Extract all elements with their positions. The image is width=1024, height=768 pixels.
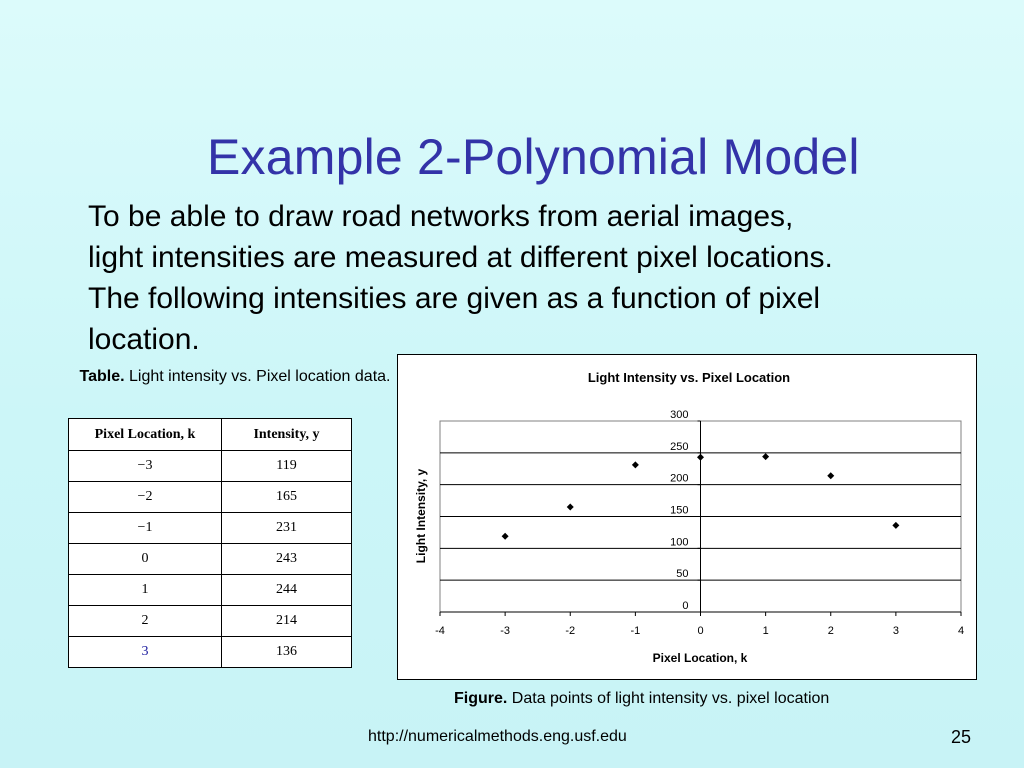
table-cell-y: 214 — [222, 606, 352, 637]
table-cell-y: 231 — [222, 513, 352, 544]
x-tick-label: 2 — [827, 625, 834, 637]
table-cell-k: −3 — [69, 451, 222, 482]
intro-line: location. — [88, 323, 200, 356]
table-row — [69, 513, 352, 544]
figure-caption-text: Data points of light intensity vs. pixel location — [507, 690, 830, 707]
table-row — [69, 637, 352, 668]
x-tick-label: 4 — [957, 625, 965, 637]
y-tick-label: 100 — [670, 536, 689, 549]
table-row — [69, 544, 352, 575]
intro-paragraph — [88, 196, 968, 360]
table-header-intensity: Intensity, y — [222, 419, 352, 451]
x-tick-label: 0 — [697, 625, 704, 637]
chart-title: Light Intensity vs. Pixel Location — [587, 370, 791, 385]
table-cell-k: 0 — [69, 544, 222, 575]
x-tick-label: -4 — [435, 625, 445, 637]
table-cell-y: 165 — [222, 482, 352, 513]
y-axis-label: Light Intensity, y — [414, 468, 428, 564]
table-header-row — [69, 419, 352, 451]
x-tick-labels — [435, 625, 964, 637]
table-cell-y: 244 — [222, 575, 352, 606]
table-caption — [70, 366, 400, 388]
footer-url: http://numericalmethods.eng.usf.edu — [368, 728, 627, 745]
x-axis-label: Pixel Location, k — [652, 651, 748, 665]
x-tick-label: 3 — [892, 625, 899, 637]
x-tick-label: -3 — [500, 625, 511, 637]
intro-line: To be able to draw road networks from aerial images, — [88, 200, 794, 233]
table-cell-k: −2 — [69, 482, 222, 513]
table-cell-k: 3 — [69, 637, 222, 668]
table-row — [69, 575, 352, 606]
table-cell-y: 136 — [222, 637, 352, 668]
table-cell-y: 119 — [222, 451, 352, 482]
table-header-pixel-location: Pixel Location, k — [69, 419, 222, 451]
x-tick-label: -2 — [565, 625, 576, 637]
intro-line: The following intensities are given as a function of pixel — [88, 282, 821, 315]
slide-title: Example 2-Polynomial Model — [207, 129, 860, 185]
y-tick-label: 200 — [670, 472, 689, 485]
table-cell-k: 1 — [69, 575, 222, 606]
table-caption-label: Table. — [79, 368, 125, 385]
chart-canvas — [398, 355, 976, 679]
table-row — [69, 451, 352, 482]
x-tick-label: 1 — [762, 625, 769, 637]
table-row — [69, 482, 352, 513]
y-tick-label: 300 — [670, 409, 689, 421]
table-cell-k: −1 — [69, 513, 222, 544]
y-tick-label: 50 — [676, 568, 689, 581]
table-cell-y: 243 — [222, 544, 352, 575]
figure-caption — [454, 690, 829, 708]
data-table — [68, 418, 352, 668]
x-tick-label: -1 — [630, 625, 641, 637]
intro-line: light intensities are measured at different pixel locations. — [88, 241, 833, 274]
figure-caption-label: Figure. — [454, 690, 508, 707]
page-number: 25 — [951, 727, 972, 747]
table-row — [69, 606, 352, 637]
table-cell-k: 2 — [69, 606, 222, 637]
table-caption-text: Light intensity vs. Pixel location data. — [124, 368, 391, 385]
y-tick-label: 0 — [682, 600, 689, 612]
scatter-chart — [397, 354, 977, 680]
y-tick-label: 250 — [670, 440, 689, 453]
y-tick-label: 150 — [670, 504, 689, 517]
